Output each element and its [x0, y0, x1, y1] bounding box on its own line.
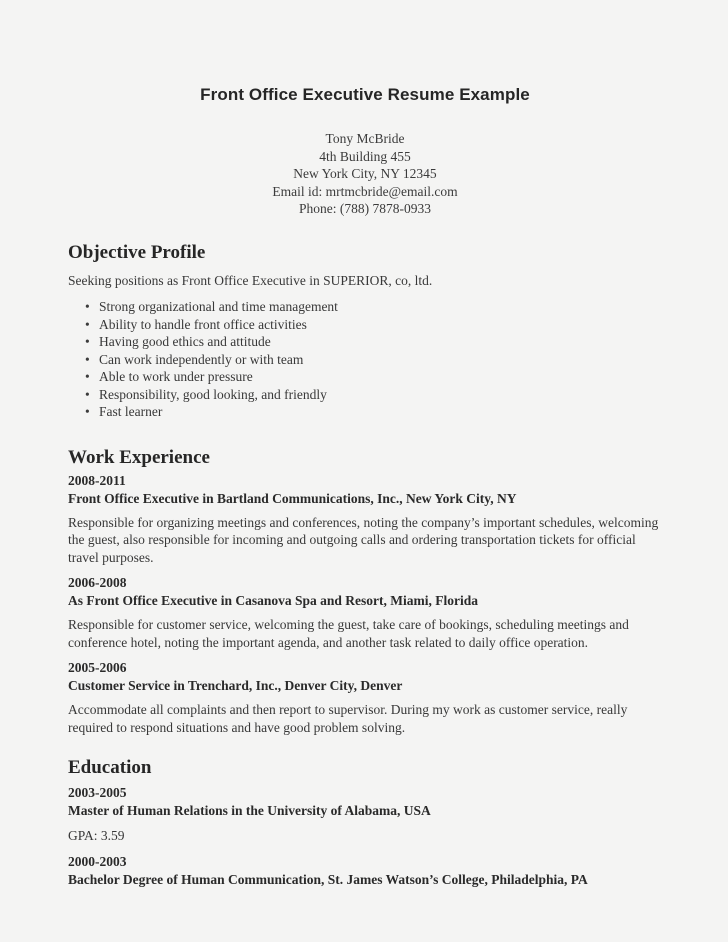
job-years: 2005-2006: [68, 660, 127, 675]
job-title: Front Office Executive in Bartland Communications, Inc., New York City, NY: [68, 490, 517, 506]
objective-heading: Objective Profile: [68, 241, 206, 263]
job-title: Customer Service in Trenchard, Inc., Denver City, Denver: [68, 678, 403, 693]
document-title: Front Office Executive Resume Example: [200, 85, 530, 104]
education-heading: Education: [68, 757, 152, 778]
job-title: As Front Office Executive in Casanova Spa and Resort, Miami, Florida: [68, 593, 478, 608]
skill-item: • Able to work under pressure: [68, 368, 662, 386]
job-entry: [68, 472, 662, 567]
contact-name: Tony McBride: [325, 131, 405, 146]
education-header: [68, 784, 662, 820]
contact-block: [68, 130, 662, 218]
job-entry: [68, 574, 662, 651]
job-description: Responsible for customer service, welcoming the guest, take care of bookings, scheduling meetings and conference hotel, noting the important agenda, and another task related to daily office operation.: [68, 617, 629, 650]
education-years: 2003-2005: [68, 785, 127, 800]
education-title: Master of Human Relations in the University of Alabama, USA: [68, 803, 431, 818]
objective-section: [68, 241, 662, 421]
job-description: Accommodate all complaints and then report to supervisor. During my work as customer service, really required to respond situations and have good problem solving.: [68, 702, 628, 735]
contact-address-line1: 4th Building 455: [319, 148, 411, 164]
skill-item: • Having good ethics and attitude: [68, 333, 662, 351]
education-title: Bachelor Degree of Human Communication, St. James Watson’s College, Philadelphia, PA: [68, 871, 588, 887]
education-header: [68, 853, 662, 889]
education-section: [68, 756, 662, 889]
work-experience-heading: Work Experience: [68, 446, 210, 468]
objective-summary: Seeking positions as Front Office Executive in SUPERIOR, co, ltd.: [68, 272, 433, 288]
job-header: [68, 659, 662, 695]
skill-item: • Can work independently or with team: [68, 351, 662, 369]
job-years: 2008-2011: [68, 472, 126, 488]
contact-address-line2: New York City, NY 12345: [293, 166, 437, 181]
education-gpa: GPA: 3.59: [68, 828, 125, 843]
job-description: Responsible for organizing meetings and conferences, noting the company’s important schedules, welcoming the guest, also responsible for incoming and outgoing calls and ordering transportation tickets for official travel purposes.: [68, 514, 659, 565]
job-header: [68, 574, 662, 610]
job-entry: [68, 659, 662, 736]
job-header: [68, 472, 662, 508]
education-entry: [68, 784, 662, 845]
skill-item: • Responsibility, good looking, and friendly: [68, 386, 662, 404]
education-entry: [68, 853, 662, 889]
education-years: 2000-2003: [68, 853, 127, 869]
job-years: 2006-2008: [68, 575, 127, 590]
contact-email: Email id: mrtmcbride@email.com: [272, 183, 458, 199]
work-experience-section: [68, 446, 662, 737]
objective-skill-list: [68, 298, 662, 421]
skill-item: • Strong organizational and time management: [68, 298, 662, 316]
skill-item: • Fast learner: [68, 403, 662, 421]
skill-item: • Ability to handle front office activities: [68, 316, 662, 334]
contact-phone: Phone: (788) 7878-0933: [299, 201, 431, 216]
